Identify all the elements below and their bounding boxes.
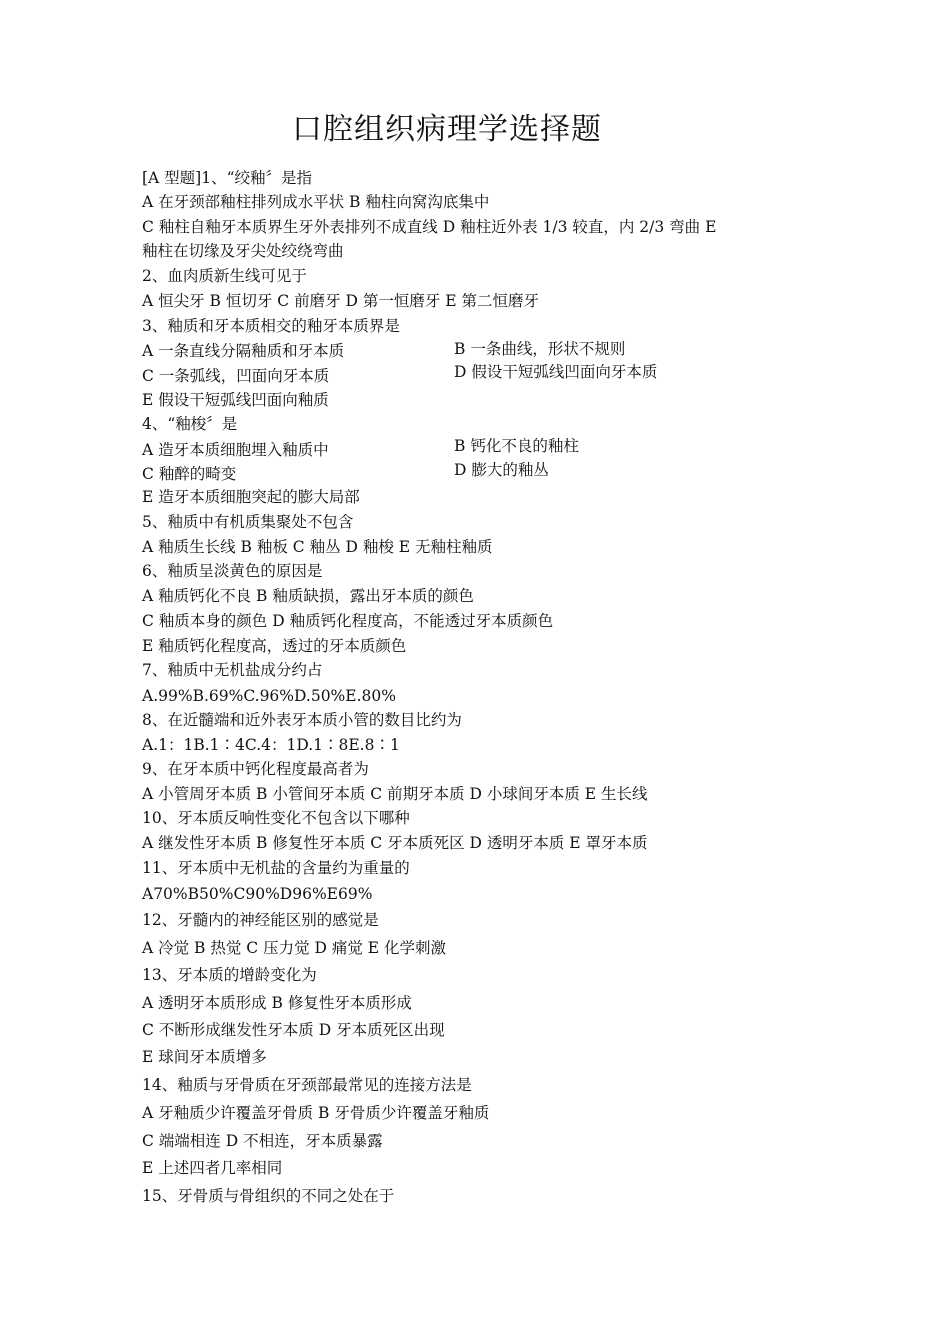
text-line: E 上述四者几率相同 bbox=[142, 1159, 283, 1177]
text-line: B 一条曲线，形状不规则 bbox=[454, 340, 626, 358]
text-line: B 钙化不良的釉柱 bbox=[454, 437, 579, 455]
text-line: D 膨大的釉丛 bbox=[454, 461, 549, 479]
text-line: 13、牙本质的增龄变化为 bbox=[142, 966, 317, 984]
text-line: 3、釉质和牙本质相交的釉牙本质界是 bbox=[142, 317, 400, 335]
text-line: A.99%B.69%C.96%D.50%E.80% bbox=[142, 687, 396, 705]
text-line: A 小管周牙本质 B 小管间牙本质 C 前期牙本质 D 小球间牙本质 E 生长线 bbox=[142, 785, 648, 803]
text-line: 14、釉质与牙骨质在牙颈部最常见的连接方法是 bbox=[142, 1076, 472, 1094]
text-line: E 球间牙本质增多 bbox=[142, 1048, 267, 1066]
text-line: 15、牙骨质与骨组织的不同之处在于 bbox=[142, 1187, 395, 1205]
text-line: A 继发性牙本质 B 修复性牙本质 C 牙本质死区 D 透明牙本质 E 罩牙本质 bbox=[142, 834, 648, 852]
text-line: 6、釉质呈淡黄色的原因是 bbox=[142, 562, 323, 580]
text-line: 4、“釉梭〞是 bbox=[142, 415, 238, 433]
text-line: 10、牙本质反响性变化不包含以下哪种 bbox=[142, 809, 410, 827]
text-line: A.1：1B.1∶4C.4：1D.1∶8E.8∶1 bbox=[142, 736, 400, 754]
text-line: 7、釉质中无机盐成分约占 bbox=[142, 661, 323, 679]
text-line: A 釉质钙化不良 B 釉质缺损，露出牙本质的颜色 bbox=[142, 587, 474, 605]
text-line: E 造牙本质细胞突起的膨大局部 bbox=[142, 488, 360, 506]
text-line: C 不断形成继发性牙本质 D 牙本质死区出现 bbox=[142, 1021, 445, 1039]
text-line: C 端端相连 D 不相连，牙本质暴露 bbox=[142, 1132, 383, 1150]
text-line: A 一条直线分隔釉质和牙本质 bbox=[142, 342, 345, 360]
text-line: A70%B50%C90%D96%E69% bbox=[142, 885, 373, 903]
text-line: 8、在近髓端和近外表牙本质小管的数目比约为 bbox=[142, 711, 462, 729]
text-line: A 造牙本质细胞埋入釉质中 bbox=[142, 441, 329, 459]
text-line: E 假设干短弧线凹面向釉质 bbox=[142, 391, 329, 409]
text-line: [A 型题]1、“绞釉〞是指 bbox=[142, 169, 313, 187]
text-line: 5、釉质中有机质集聚处不包含 bbox=[142, 513, 354, 531]
text-line: A 恒尖牙 B 恒切牙 C 前磨牙 D 第一恒磨牙 E 第二恒磨牙 bbox=[142, 292, 540, 310]
text-line: 2、血肉质新生线可见于 bbox=[142, 267, 307, 285]
text-line: A 牙釉质少许覆盖牙骨质 B 牙骨质少许覆盖牙釉质 bbox=[142, 1104, 490, 1122]
text-line: A 在牙颈部釉柱排列成水平状 B 釉柱向窝沟底集中 bbox=[142, 193, 490, 211]
text-line: 9、在牙本质中钙化程度最高者为 bbox=[142, 760, 369, 778]
text-line: 釉柱在切缘及牙尖处绞绕弯曲 bbox=[142, 242, 344, 260]
text-line: C 釉质本身的颜色 D 釉质钙化程度高，不能透过牙本质颜色 bbox=[142, 612, 554, 630]
text-line: A 釉质生长线 B 釉板 C 釉丛 D 釉梭 E 无釉柱釉质 bbox=[142, 538, 493, 556]
text-line: A 冷觉 B 热觉 C 压力觉 D 痛觉 E 化学刺激 bbox=[142, 939, 447, 957]
page-title: 口腔组织病理学选择题 bbox=[292, 112, 602, 147]
text-line: 12、牙髓内的神经能区别的感觉是 bbox=[142, 911, 379, 929]
text-line: 11、牙本质中无机盐的含量约为重量的 bbox=[142, 859, 410, 877]
text-line: C 一条弧线，凹面向牙本质 bbox=[142, 367, 330, 385]
text-line: D 假设干短弧线凹面向牙本质 bbox=[454, 363, 658, 381]
text-line: A 透明牙本质形成 B 修复性牙本质形成 bbox=[142, 994, 412, 1012]
text-line: E 釉质钙化程度高，透过的牙本质颜色 bbox=[142, 637, 407, 655]
text-line: C 釉醉的畸变 bbox=[142, 465, 237, 483]
text-line: C 釉柱自釉牙本质界生牙外表排列不成直线 D 釉柱近外表 1/3 较直，内 2/3 弯曲 E bbox=[142, 218, 717, 236]
